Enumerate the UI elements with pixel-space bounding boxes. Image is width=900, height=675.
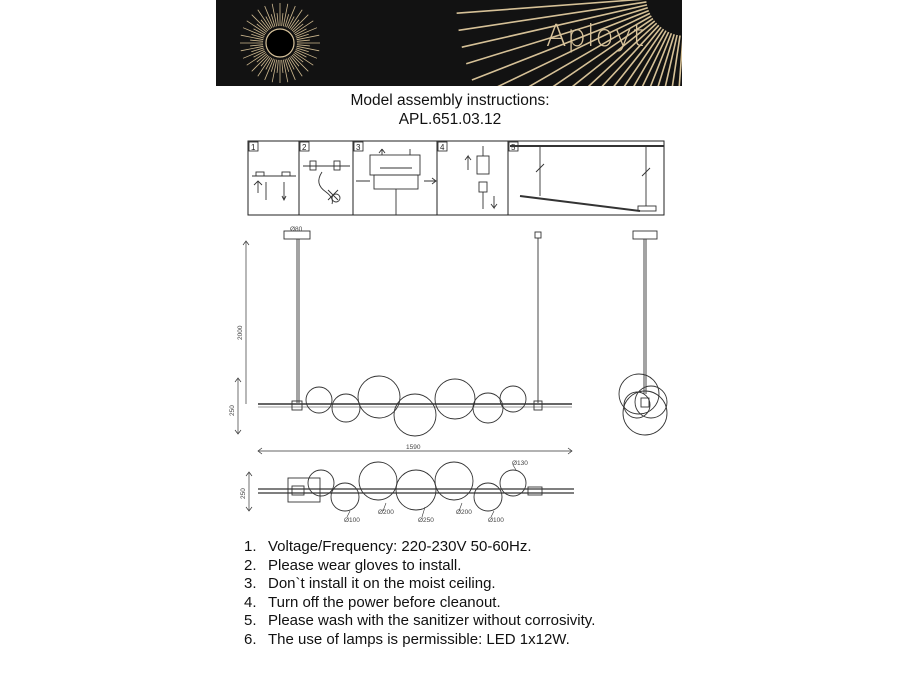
globe <box>474 483 502 511</box>
model-number: APL.651.03.12 <box>398 111 502 128</box>
sun-ray <box>252 15 268 31</box>
step-4-illustration <box>465 146 497 209</box>
sun-core <box>266 29 294 57</box>
globe <box>623 391 667 435</box>
step-1-illustration <box>252 172 296 200</box>
sun-ray <box>252 55 268 71</box>
sun-ray <box>297 45 310 46</box>
diameter-label: Ø130 <box>512 460 528 467</box>
globe <box>332 394 360 422</box>
note-item: 1. Voltage/Frequency: 220-230V 50-60Hz. <box>244 538 532 555</box>
diameter-label: Ø100 <box>488 517 504 524</box>
sun-ray <box>241 46 264 50</box>
step-3-number: 3 <box>356 143 361 152</box>
globe <box>435 379 475 419</box>
sun-ray <box>292 55 308 71</box>
step-5-illustration <box>510 146 664 211</box>
ceiling-canopy-left <box>284 231 310 239</box>
diameter-label: Ø200 <box>378 509 394 516</box>
brand-banner <box>216 0 682 86</box>
assembly-steps-strip <box>248 141 664 215</box>
step-4-number: 4 <box>440 143 445 152</box>
diameter-label: Ø200 <box>456 509 472 516</box>
globe <box>619 374 659 414</box>
globe <box>624 392 650 418</box>
sun-ray <box>292 15 308 31</box>
sun-ray <box>283 4 287 27</box>
canopy-diameter-label: Ø80 <box>290 226 303 233</box>
steps-frame <box>248 141 664 215</box>
canopy-plan <box>288 478 320 502</box>
step-3-illustration <box>356 149 436 215</box>
note-item: 5. Please wash with the sanitizer without corrosivity. <box>244 612 596 629</box>
height-dimension-label: 2000 <box>237 325 244 340</box>
note-item: 6. The use of lamps is permissible: LED 1x12W. <box>244 630 570 648</box>
sun-ray <box>272 4 276 27</box>
globe <box>358 376 400 418</box>
ceiling-canopy-side <box>633 231 657 239</box>
ceiling-canopy-small <box>535 232 541 238</box>
body-height-label: 250 <box>229 405 236 416</box>
depth-dimension-label: 250 <box>240 488 247 499</box>
sun-ray <box>272 60 276 83</box>
globe <box>308 470 334 496</box>
note-item: 2. Please wear gloves to install. <box>244 556 462 574</box>
globe <box>359 462 397 500</box>
note-item: 3. Don`t install it on the moist ceiling. <box>244 575 496 592</box>
sun-ray <box>297 46 320 50</box>
sun-ray <box>283 60 287 83</box>
sun-ray <box>297 35 320 39</box>
globe <box>396 470 436 510</box>
brand-logo-text: Aployt <box>546 19 645 54</box>
globe <box>473 393 503 423</box>
diameter-label: Ø100 <box>344 517 360 524</box>
sun-ray <box>277 13 278 26</box>
step-2-number: 2 <box>302 143 307 152</box>
globe <box>500 386 526 412</box>
top-plan-view <box>246 462 574 517</box>
diameter-label: Ø250 <box>418 517 434 524</box>
safety-notes-list <box>244 538 595 649</box>
globe <box>394 394 436 436</box>
side-elevation-view <box>619 231 667 435</box>
step-5-number: 5 <box>511 143 516 152</box>
sun-ray <box>250 40 263 41</box>
front-elevation-view <box>235 231 572 454</box>
page-title: Model assembly instructions: <box>350 92 550 109</box>
sun-ray <box>282 60 283 73</box>
sun-ray <box>297 40 310 41</box>
globe <box>435 462 473 500</box>
globe <box>635 386 667 418</box>
globe <box>500 470 526 496</box>
sun-ray <box>250 45 263 46</box>
sun-ray <box>282 13 283 26</box>
sun-ray <box>277 60 278 73</box>
note-item: 4. Turn off the power before cleanout. <box>244 593 501 611</box>
sun-ray <box>241 35 264 39</box>
step-1-number: 1 <box>251 143 256 152</box>
globe <box>306 387 332 413</box>
step-2-illustration <box>303 161 350 204</box>
globe <box>331 483 359 511</box>
length-dimension-label: 1590 <box>406 444 421 451</box>
